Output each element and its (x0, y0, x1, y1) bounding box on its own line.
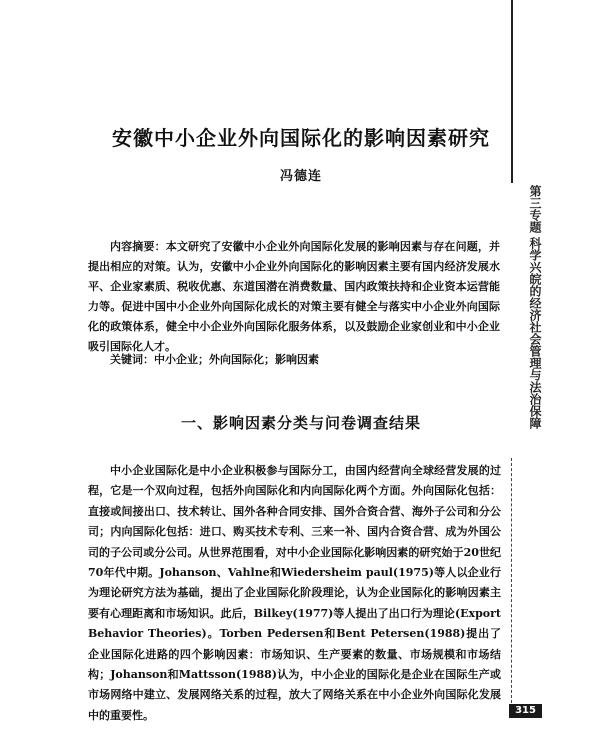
keywords-label: 关键词： (110, 353, 154, 366)
abstract-text: 本文研究了安徽中小企业外向国际化发展的影响因素与存在问题，并提出相应的对策。认为，安徽中小企业外向国际化的影响因素主要有国内经济发展水平、企业家素质、税收优惠、东道国潜在消费数量、国内政策扶持和企业资本运营能力等。促进中国中小企业外向国际化成长的对策主要有健全与落实中小企业外向国际化的政策体系，健全中小企业外向国际化服务体系，以及鼓励企业家创业和中小企业吸引国际化人才。 (88, 240, 501, 353)
margin-rule-top (511, 0, 513, 183)
abstract (88, 237, 500, 357)
margin-rule-bottom (511, 458, 513, 703)
page-number: 315 (509, 704, 542, 718)
keywords-text: 中小企业；外向国际化；影响因素 (154, 353, 319, 366)
section-heading: 一、影响因素分类与问卷调查结果 (180, 414, 421, 432)
running-head-vertical: 第三专题 科学兴皖的经济社会管理与法治保障 (528, 185, 542, 430)
body-paragraph: 中小企业国际化是中小企业积极参与国际分工，由国内经营向全球经营发展的过程，它是一个双向过程，包括外向国际化和内向国际化两个方面。外向国际化包括：直接或间接出口、技术转让、国外各种合同安排、国外合资合营、海外子公司和分公司；内向国际化包括：进口、购买技术专利、三来一补、国内合资合营、成为外国公司的子公司或分公司。从世界范围看，对中小企业国际化影响因素的研究始于20世纪70年代中期。Johanson、Vahlne和Wiedersheim paul(1975)等人以企业行为理论研究方法为基础，提出了企业国际化阶段理论，认为企业国际化的影响因素主要有心理距离和市场知识。此后，Bilkey(1977)等人提出了出口行为理论(Export Behavior Theories)。Torben Pedersen和Bent Petersen(1988)提出了企业国际化进路的四个影响因素：市场知识、生产要素的数量、市场规模和市场结构；Johanson和Mattsson(1988)认为，中小企业的国际化是企业在国际生产或市场网络中建立、发展网络关系的过程，放大了网络关系在中小企业外向国际化发展中的重要性。 (88, 464, 501, 722)
abstract-label: 内容摘要： (110, 240, 166, 253)
keywords (110, 352, 500, 368)
article-title: 安徽中小企业外向国际化的影响因素研究 (112, 126, 490, 150)
article-author: 冯德连 (279, 169, 322, 184)
